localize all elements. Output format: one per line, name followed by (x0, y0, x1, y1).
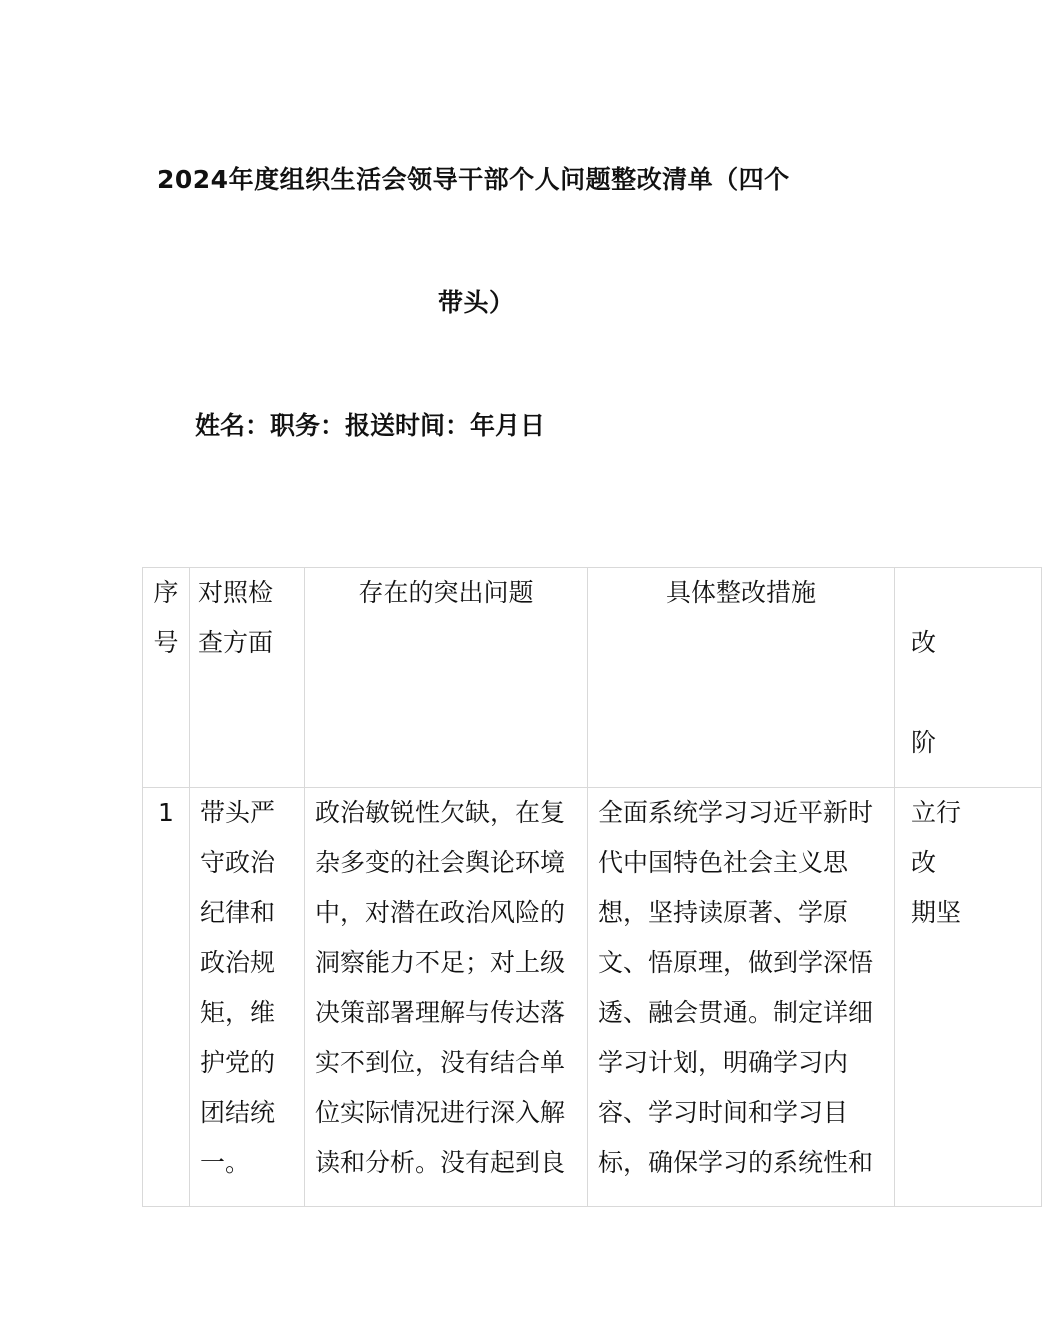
rectification-table (142, 567, 1042, 1207)
header-time-partial: 改 阶 (895, 568, 1042, 788)
row-problem: 政治敏锐性欠缺，在复杂多变的社会舆论环境中，对潜在政治风险的洞察能力不足；对上级决策部署理解与传达落实不到位，没有结合单位实际情况进行深入解读和分析。没有起到良 (305, 788, 588, 1207)
header-measures: 具体整改措施 (588, 568, 895, 788)
row-measures: 全面系统学习习近平新时代中国特色社会主义思想，坚持读原著、学原文、悟原理，做到学深悟透、融会贯通。制定详细学习计划，明确学习内容、学习时间和学习目标，确保学习的系统性和 (588, 788, 895, 1207)
document-title-line2: 带头） (438, 288, 515, 317)
header-seq: 序号 (143, 568, 190, 788)
row-check-aspect: 带头严守政治纪律和政治规矩，维护党的团结统一。 (190, 788, 305, 1207)
header-problem: 存在的突出问题 (305, 568, 588, 788)
row-seq: 1 (143, 788, 190, 1207)
header-check-aspect: 对照检查方面 (190, 568, 305, 788)
document-title-line1: 2024年度组织生活会领导干部个人问题整改清单（四个 (157, 165, 790, 194)
row-time-partial: 立行 改 期坚 (895, 788, 1042, 1207)
table-header-row (143, 568, 1042, 788)
table-row (143, 788, 1042, 1207)
info-line: 姓名：职务：报送时间：年月日 (195, 411, 546, 440)
